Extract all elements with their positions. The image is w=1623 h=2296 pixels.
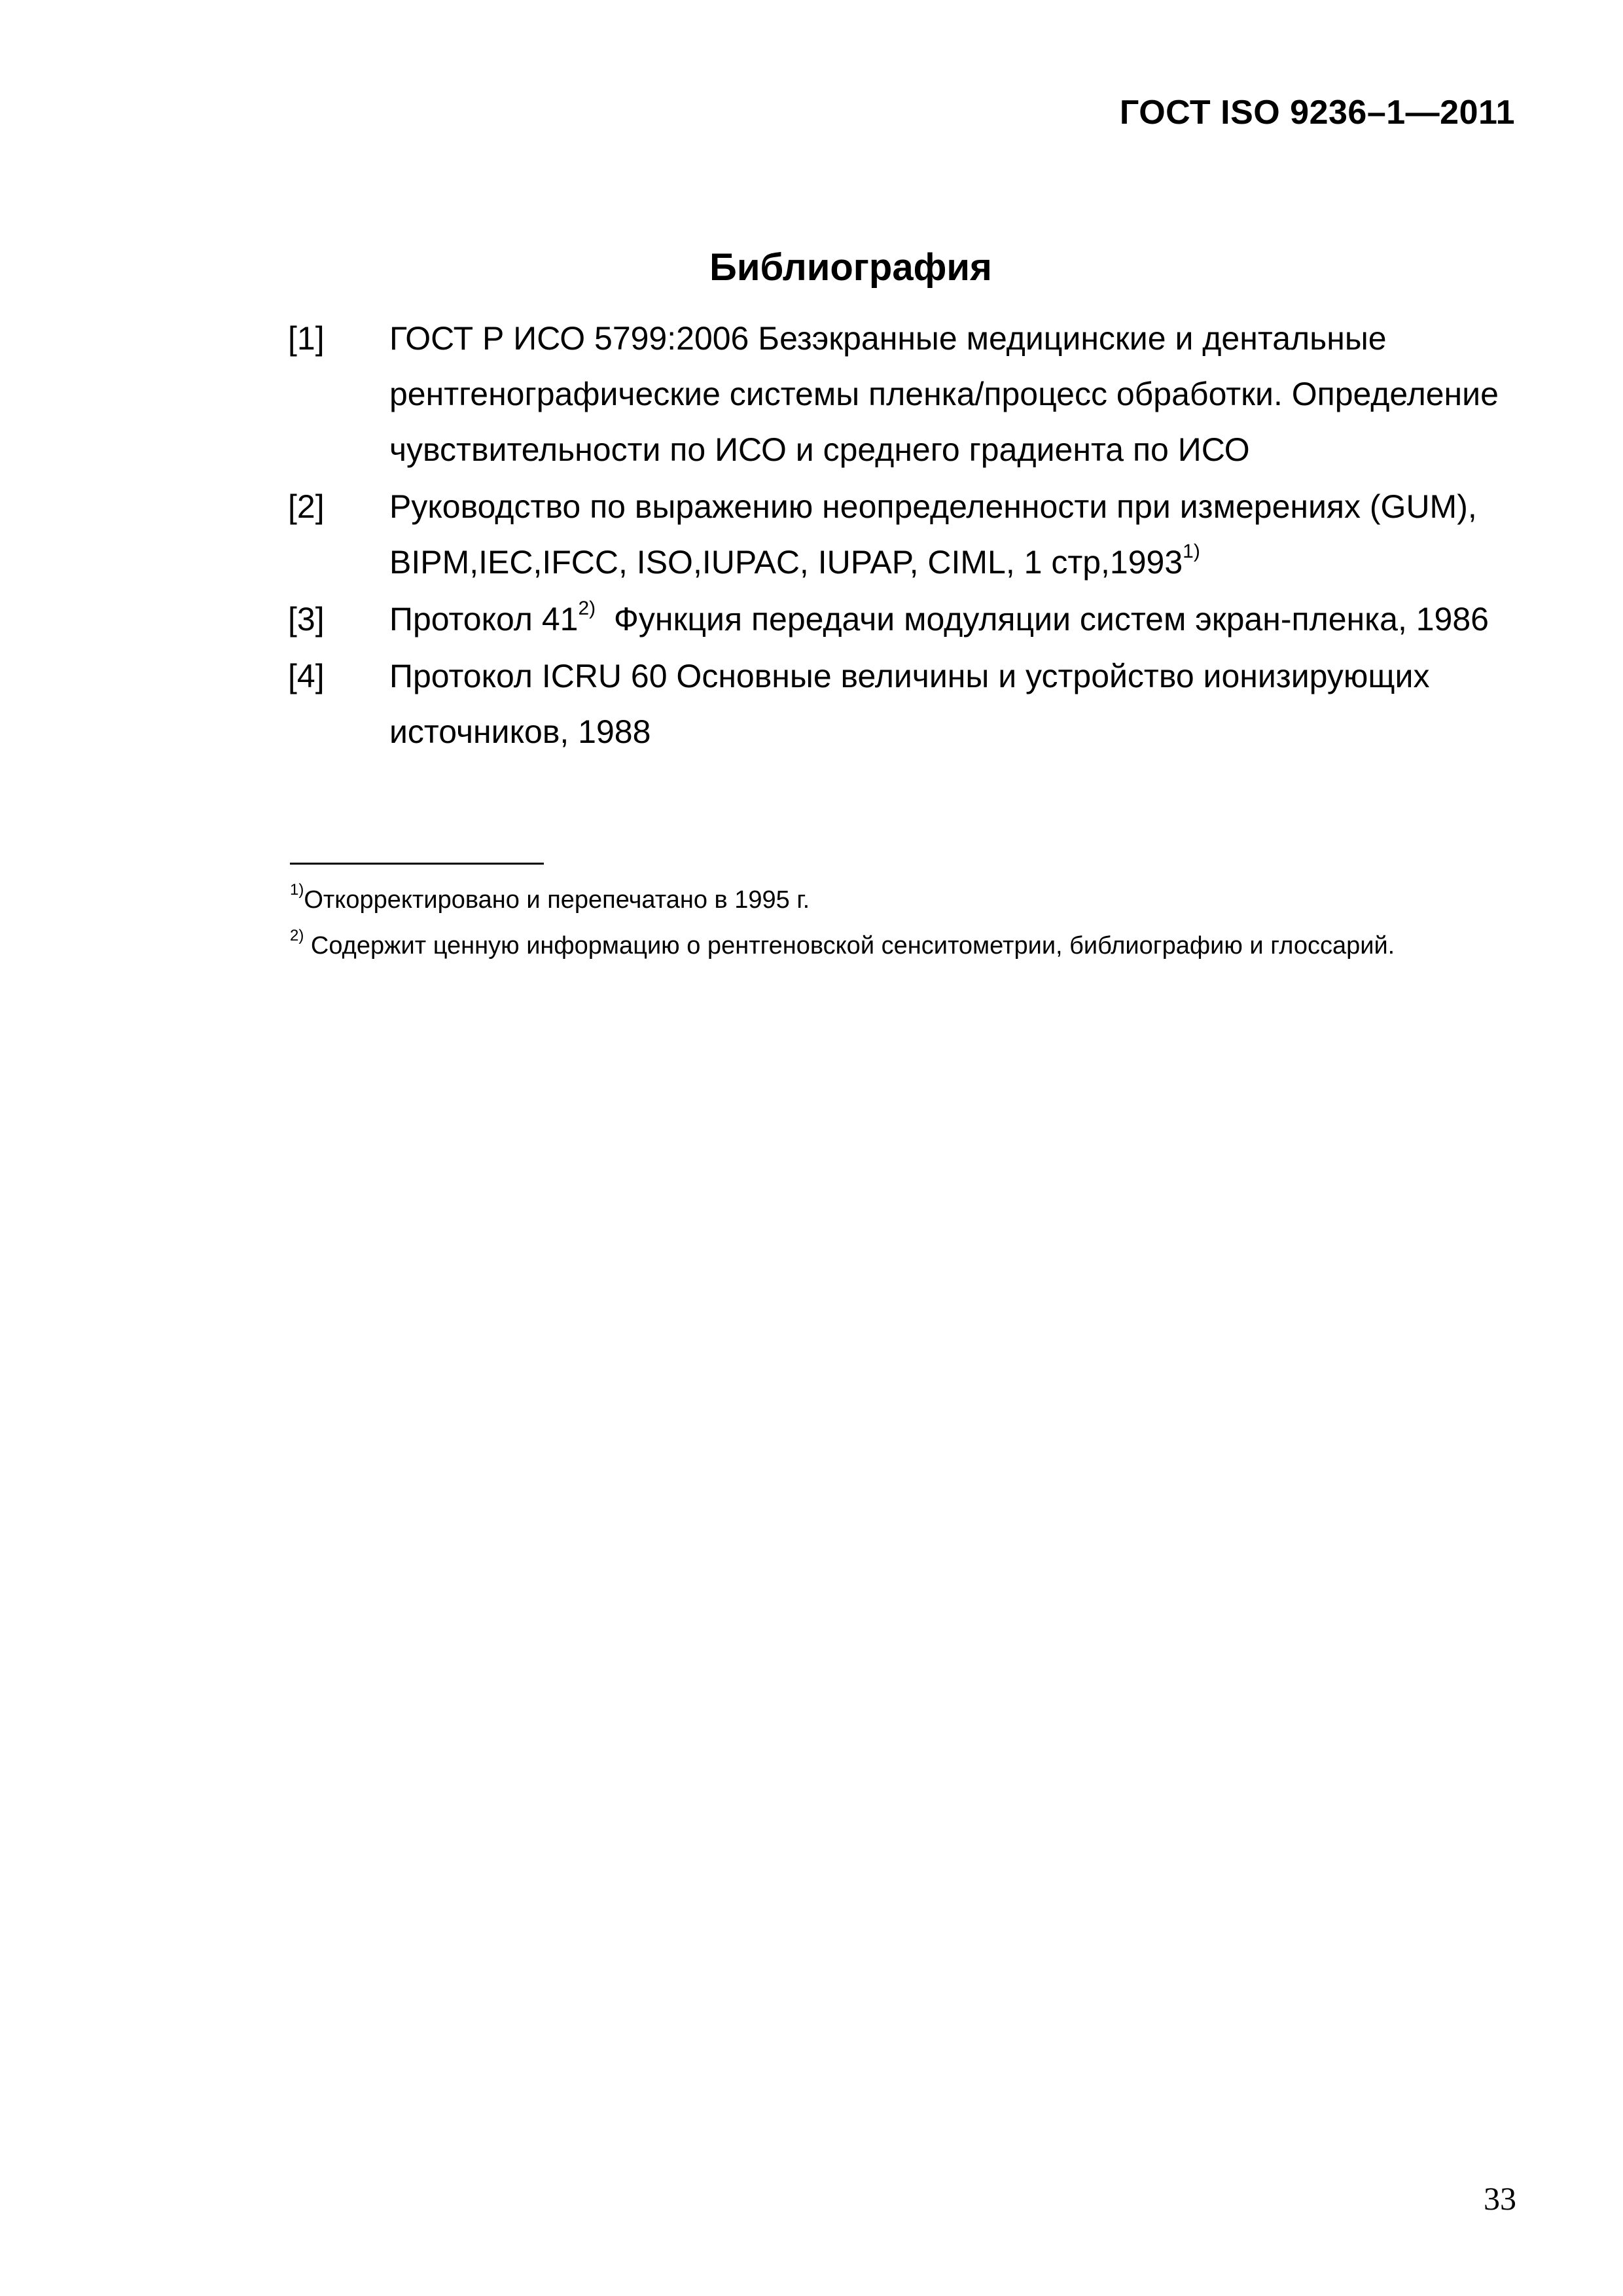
page-title: Библиография	[709, 246, 992, 289]
footnote-text: Откорректировано и перепечатано в 1995 г.	[304, 886, 810, 914]
entry-number: [2]	[288, 488, 325, 525]
entry-number: [4]	[288, 658, 325, 694]
entry-text-after: Функция передачи модуляции систем экран-пленка, 1986	[596, 601, 1489, 637]
footnote-text: Содержит ценную информацию о рентгеновской сенситометрии, библиографию и глоссарий.	[304, 932, 1395, 960]
footnotes	[290, 877, 1533, 969]
entry-text-wrapper	[389, 479, 1518, 590]
entry-text-before: Протокол 41	[389, 601, 579, 637]
entry-number: [3]	[288, 601, 325, 637]
bibliography-entry	[288, 479, 1518, 590]
page-number: 33	[1484, 2180, 1516, 2217]
bibliography-entry	[288, 311, 1518, 478]
entry-text: Руководство по выражению неопределенности при измерениях (GUM), BIPM,IEC,IFCC, ISO,IUPAC, IUPAP, CIML, 1 стр,1993	[389, 488, 1477, 581]
entry-text: ГОСТ Р ИСО 5799:2006 Безэкранные медицинские и дентальные рентгенографические системы пленка/процесс обработки. Определение чувствительности по ИСО и среднего градиента по ИСО	[389, 320, 1499, 468]
bibliography-entry	[288, 592, 1518, 647]
document-code: ГОСТ ISO 9236–1—2011	[1119, 94, 1515, 132]
footnote	[290, 923, 1533, 969]
footnote-mark: 1)	[290, 881, 304, 899]
footnote-ref: 1)	[1183, 541, 1200, 563]
footnote-ref: 2)	[578, 598, 596, 620]
footnote-mark: 2)	[290, 927, 304, 945]
footnote	[290, 877, 1533, 923]
entry-text: Протокол ICRU 60 Основные величины и устройство ионизирующих источников, 1988	[389, 658, 1430, 750]
bibliography-list	[288, 311, 1518, 761]
entry-text-wrapper	[389, 592, 1518, 647]
footnote-separator	[290, 863, 544, 865]
entry-number: [1]	[288, 320, 325, 357]
bibliography-entry	[288, 649, 1518, 760]
